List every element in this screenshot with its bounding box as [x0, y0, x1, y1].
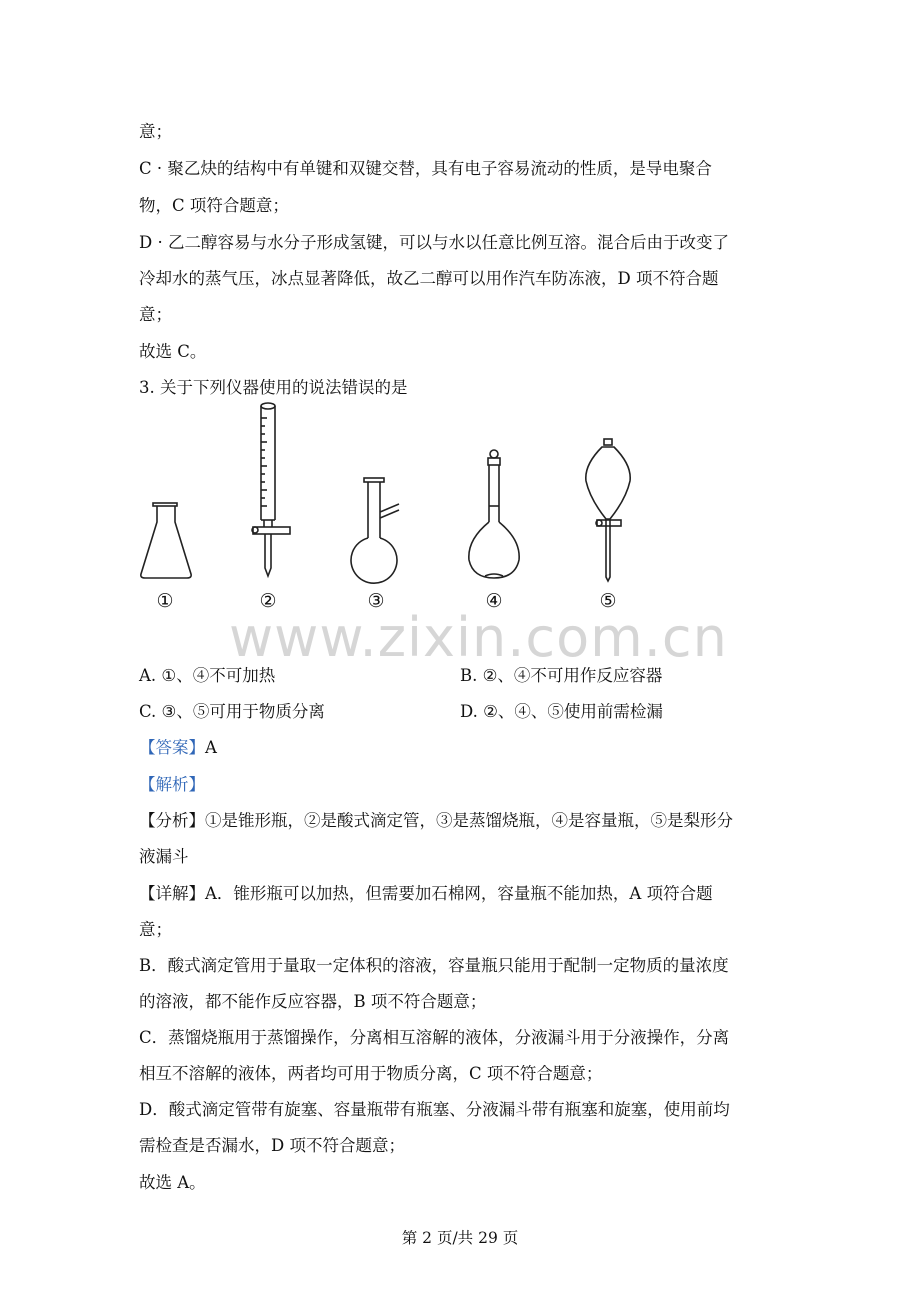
- analysis-line: C．蒸馏烧瓶用于蒸馏操作，分离相互溶解的液体，分液漏斗用于分液操作，分离: [139, 1028, 730, 1047]
- text-line: D · 乙二醇容易与水分子形成氢键，可以与水以任意比例互溶。混合后由于改变了: [139, 233, 729, 252]
- analysis-line: 【分析】①是锥形瓶，②是酸式滴定管，③是蒸馏烧瓶，④是容量瓶，⑤是梨形分: [139, 811, 733, 830]
- option-b: B. ②、④不可用作反应容器: [460, 666, 663, 685]
- text-line: 故选 C。: [139, 342, 207, 361]
- answer-value: A: [205, 738, 217, 757]
- option-a: A. ①、④不可加热: [139, 666, 276, 685]
- separatory-funnel-icon: [580, 437, 640, 582]
- analysis-line: 【详解】A．锥形瓶可以加热，但需要加石棉网，容量瓶不能加热，A 项符合题: [139, 884, 713, 903]
- text-line: 意；: [139, 122, 172, 141]
- question-stem: 3. 关于下列仪器使用的说法错误的是: [139, 378, 408, 397]
- figure-label-5: ⑤: [599, 590, 617, 612]
- text-line: C · 聚乙炔的结构中有单键和双键交替，具有电子容易流动的性质，是导电聚合: [139, 159, 712, 178]
- figure-label-1: ①: [156, 590, 174, 612]
- page-footer: 第 2 页/共 29 页: [401, 1229, 519, 1247]
- analysis-tag: 【解析】: [139, 775, 205, 794]
- answer-line: [139, 734, 217, 758]
- analysis-line: 需检查是否漏水，D 项不符合题意；: [139, 1136, 405, 1155]
- analysis-line: 相互不溶解的液体，两者均可用于物质分离，C 项不符合题意；: [139, 1064, 603, 1083]
- analysis-line: 意；: [139, 920, 172, 939]
- analysis-line: 液漏斗: [139, 847, 189, 866]
- option-d: D. ②、④、⑤使用前需检漏: [460, 702, 663, 721]
- burette-icon: [248, 398, 298, 582]
- text-line: 意；: [139, 305, 172, 324]
- watermark: www.zixin.com.cn: [229, 606, 728, 669]
- analysis-line: D．酸式滴定管带有旋塞、容量瓶带有瓶塞、分液漏斗带有瓶塞和旋塞，使用前均: [139, 1100, 730, 1119]
- figure-label-4: ④: [485, 590, 503, 612]
- erlenmeyer-flask-icon: [135, 498, 199, 582]
- analysis-line: B．酸式滴定管用于量取一定体积的溶液，容量瓶只能用于配制一定物质的量浓度: [139, 956, 729, 975]
- analysis-line: 故选 A。: [139, 1173, 206, 1192]
- figure-label-3: ③: [367, 590, 385, 612]
- figure-label-2: ②: [259, 590, 277, 612]
- text-line: 物，C 项符合题意；: [139, 196, 289, 215]
- distillation-flask-icon: [347, 476, 407, 582]
- analysis-line: 的溶液，都不能作反应容器，B 项不符合题意；: [139, 992, 487, 1011]
- volumetric-flask-icon: [463, 446, 527, 582]
- answer-tag: 【答案】: [139, 738, 205, 757]
- option-c: C. ③、⑤可用于物质分离: [139, 702, 325, 721]
- text-line: 冷却水的蒸气压，冰点显著降低，故乙二醇可以用作汽车防冻液，D 项不符合题: [139, 269, 719, 288]
